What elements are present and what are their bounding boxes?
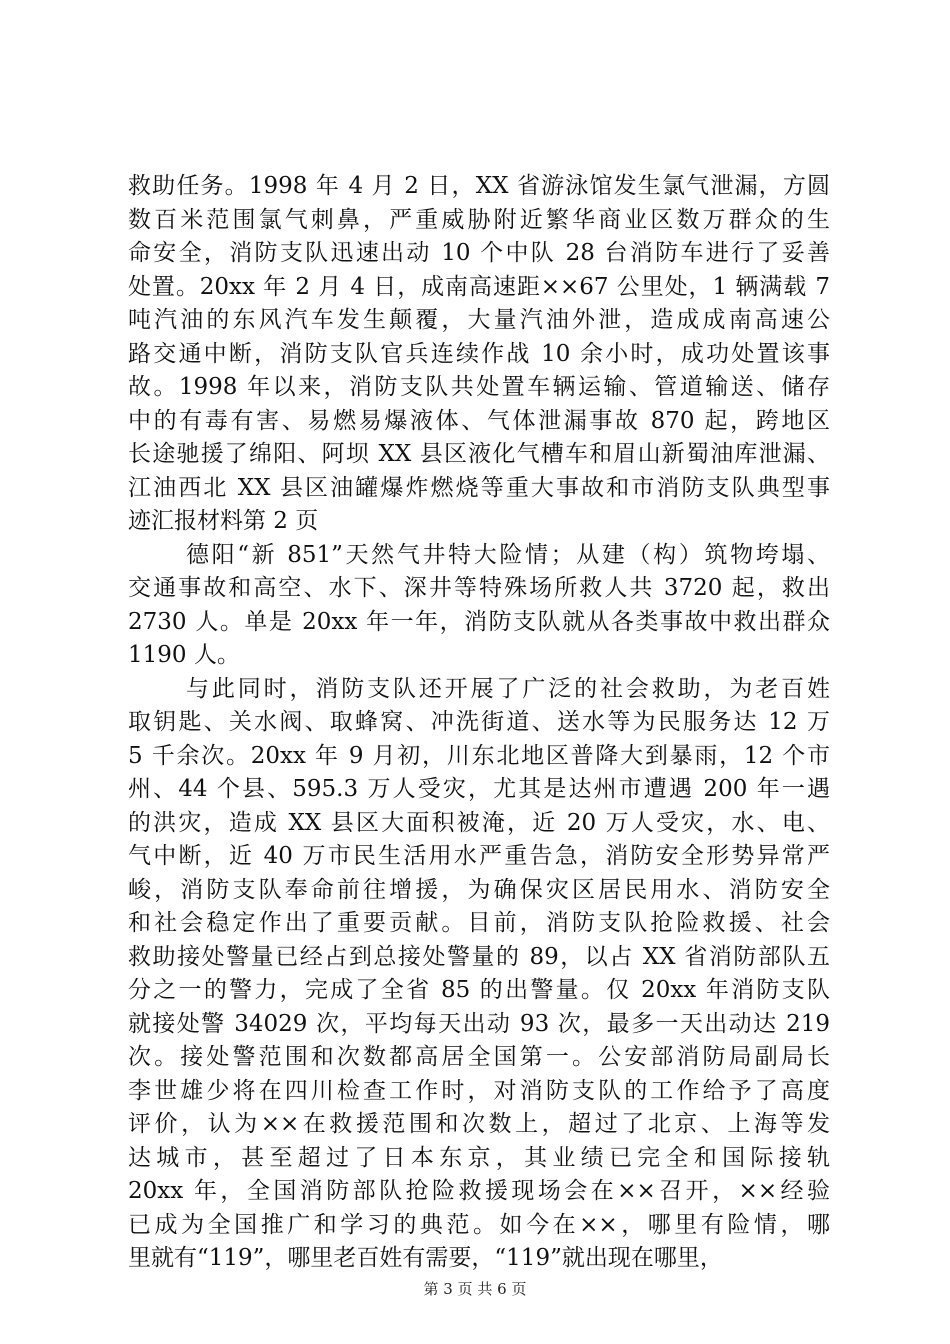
text-line: 评价，认为××在救援范围和次数上，超过了北京、上海等发 [128, 1111, 830, 1137]
text-line: 李世雄少将在四川检查工作时，对消防支队的工作给予了高度 [128, 1077, 830, 1104]
page-footer: 第 3 页 共 6 页 [423, 1280, 527, 1298]
text-line: 峻，消防支队奉命前往增援，为确保灾区居民用水、消防安全 [128, 876, 830, 903]
text-line: 江油西北 XX 县区油罐爆炸燃烧等重大事故和市消防支队典型事 [128, 474, 830, 501]
text-line: 路交通中断，消防支队官兵连续作战 10 余小时，成功处置该事 [128, 340, 830, 367]
paragraph [128, 673, 830, 1276]
text-line: 长途驰援了绵阳、阿坝 XX 县区液化气槽车和眉山新蜀油库泄漏、 [128, 441, 830, 467]
text-line: 迹汇报材料第 2 页 [128, 508, 319, 534]
text-line: 救助接处警量已经占到总接处警量的 89，以占 XX 省消防部队五 [128, 943, 830, 970]
text-line: 取钥匙、关水阀、取蜂窝、冲洗街道、送水等为民服务达 12 万 [128, 709, 830, 735]
text-line: 20xx 年，全国消防部队抢险救援现场会在××召开，××经验 [128, 1178, 830, 1204]
paragraph [128, 539, 830, 673]
text-line: 州、44 个县、595.3 万人受灾，尤其是达州市遭遇 200 年一遇 [128, 776, 830, 802]
text-line: 和社会稳定作出了重要贡献。目前，消防支队抢险救援、社会 [128, 910, 830, 936]
text-line: 分之一的警力，完成了全省 85 的出警量。仅 20xx 年消防支队 [128, 977, 830, 1003]
text-line: 数百米范围氯气刺鼻，严重威胁附近繁华商业区数万群众的生 [128, 206, 830, 233]
text-line: 达城市，甚至超过了日本东京，其业绩已完全和国际接轨 [128, 1144, 830, 1171]
text-line: 次。接处警范围和次数都高居全国第一。公安部消防局副局长 [128, 1044, 830, 1070]
text-line: 与此同时，消防支队还开展了广泛的社会救助，为老百姓 [186, 675, 830, 702]
text-line: 里就有“119”，哪里老百姓有需要，“119”就出现在哪里， [128, 1245, 723, 1271]
document-body [128, 170, 830, 1276]
text-line: 中的有毒有害、易燃易爆液体、气体泄漏事故 870 起，跨地区 [128, 407, 830, 434]
text-line: 气中断，近 40 万市民生活用水严重告急，消防安全形势异常严 [128, 843, 830, 869]
paragraph [128, 170, 830, 539]
text-line: 吨汽油的东风汽车发生颠覆，大量汽油外泄，造成成南高速公 [128, 307, 830, 333]
text-line: 救助任务。1998 年 4 月 2 日，XX 省游泳馆发生氯气泄漏，方圆 [128, 173, 830, 199]
text-line: 的洪灾，造成 XX 县区大面积被淹，近 20 万人受灾，水、电、 [128, 809, 830, 836]
text-line: 交通事故和高空、水下、深井等特殊场所救人共 3720 起，救出 [128, 575, 830, 601]
text-line: 故。1998 年以来，消防支队共处置车辆运输、管道输送、储存 [128, 374, 830, 400]
text-line: 已成为全国推广和学习的典范。如今在××，哪里有险情，哪 [128, 1211, 830, 1238]
text-line: 1190 人。 [128, 642, 240, 668]
text-line: 就接处警 34029 次，平均每天出动 93 次，最多一天出动达 219 [128, 1010, 830, 1037]
text-line: 德阳“新 851”天然气井特大险情；从建（构）筑物垮塌、 [186, 541, 830, 568]
text-line: 2730 人。单是 20xx 年一年，消防支队就从各类事故中救出群众 [128, 608, 830, 635]
text-line: 处置。20xx 年 2 月 4 日，成南高速距××67 公里处，1 辆满载 7 [128, 273, 830, 300]
text-line: 命安全，消防支队迅速出动 10 个中队 28 台消防车进行了妥善 [128, 240, 830, 266]
text-line: 5 千余次。20xx 年 9 月初，川东北地区普降大到暴雨，12 个市 [128, 742, 830, 769]
